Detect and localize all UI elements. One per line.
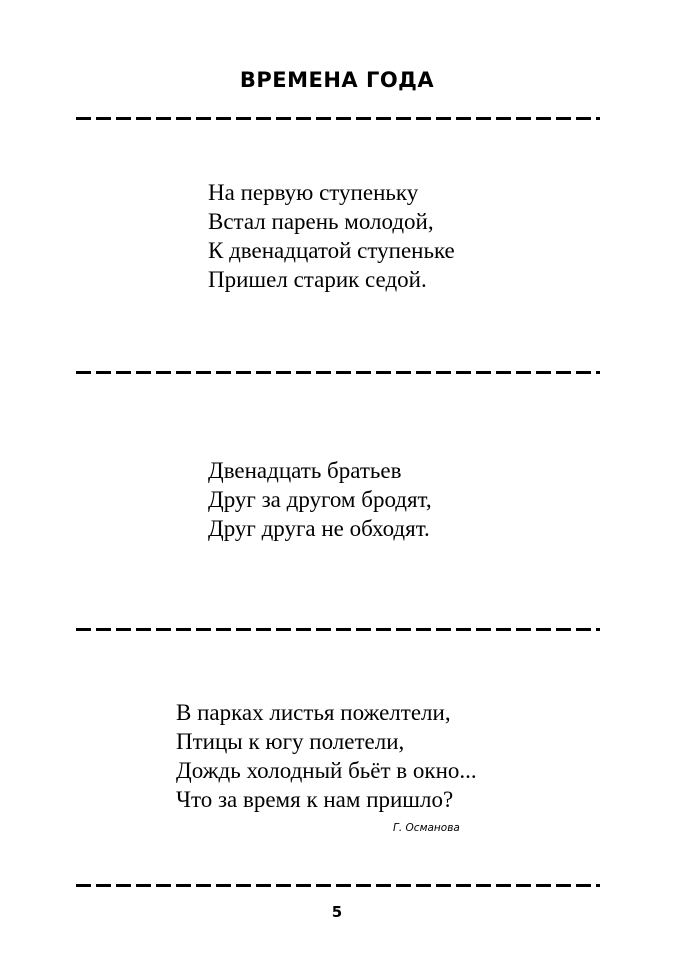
riddle-1 <box>208 178 455 294</box>
riddle-2 <box>208 456 432 543</box>
page-title: ВРЕМЕНА ГОДА <box>239 68 435 92</box>
riddle-line: Птицы к югу полетели, <box>176 729 405 754</box>
riddle-line: На первую ступеньку <box>208 180 419 205</box>
author-credit: Г. Османова <box>393 822 460 834</box>
riddle-line: Двенадцать братьев <box>208 458 402 483</box>
dashed-divider <box>76 371 600 374</box>
riddle-line: Встал парень молодой, <box>208 209 434 234</box>
riddle-line: Друг за другом бродят, <box>208 487 432 512</box>
page-number: 5 <box>331 903 343 921</box>
riddle-line: Дождь холодный бьёт в окно... <box>176 758 477 783</box>
riddle-line: Друг друга не обходят. <box>208 516 430 541</box>
riddle-line: Что за время к нам пришло? <box>176 787 454 812</box>
dashed-divider <box>76 628 600 631</box>
riddle-line: Пришел старик седой. <box>208 267 427 292</box>
riddle-line: В парках листья пожелтели, <box>176 700 451 725</box>
dashed-divider <box>76 884 600 887</box>
riddle-3 <box>176 698 477 814</box>
riddle-line: К двенадцатой ступеньке <box>208 238 455 263</box>
dashed-divider <box>76 117 600 120</box>
